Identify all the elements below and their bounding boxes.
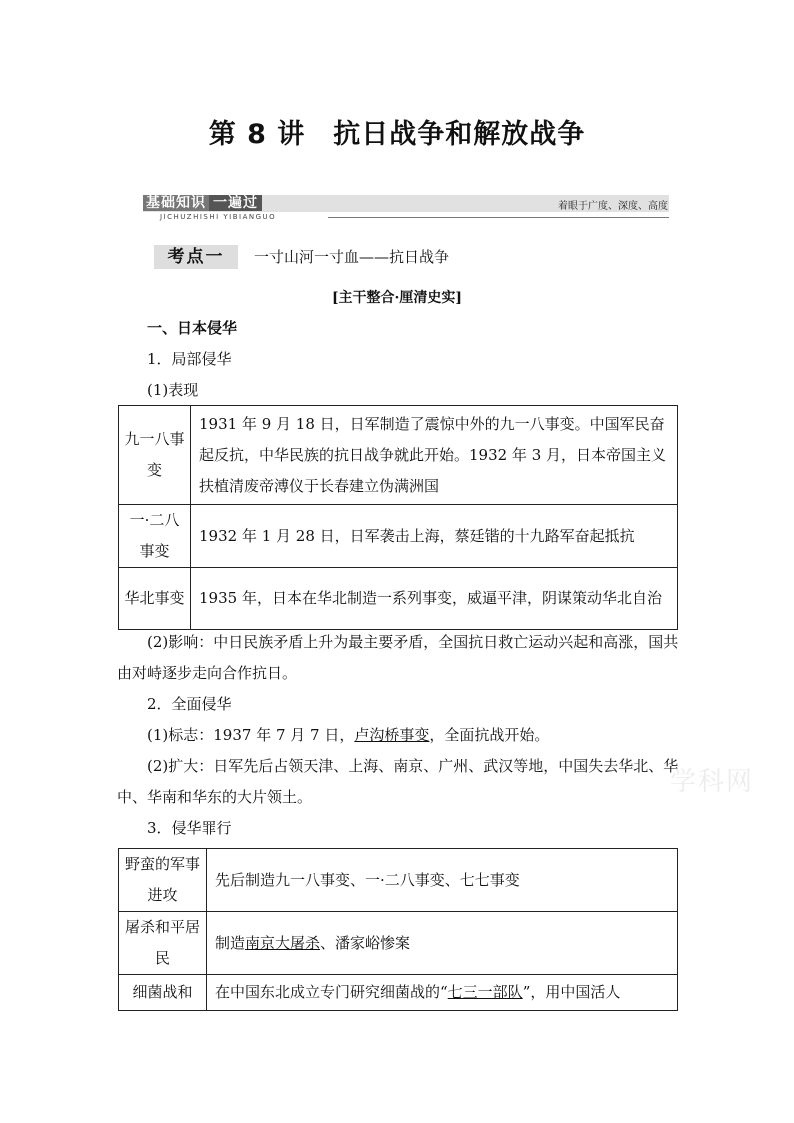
table-row — [119, 975, 678, 1011]
crime-desc-pre: 在中国东北成立专门研究细菌战的“ — [215, 983, 448, 1001]
marker-paragraph — [147, 720, 549, 751]
section-tag: [主干整合·厘清史实] — [331, 290, 463, 306]
event-desc: 1931 年 9 月 18 日，日军制造了震惊中外的九一八事变。中国军民奋起反抗，中华民族的抗日战争就此开始。1932 年 3 月，日本帝国主义扶植清废帝溥仪于长春建立伪满洲国 — [191, 406, 678, 505]
crime-desc-post: ”，用中国活人 — [522, 983, 621, 1001]
banner-tagline: 着眼于广度、深度、高度 — [558, 201, 668, 212]
heading-performance: (1)表现 — [147, 381, 199, 399]
heading-full-invasion: 2．全面侵华 — [147, 695, 232, 713]
crimes-table — [118, 848, 678, 1011]
crime-name: 野蛮的军事进攻 — [119, 849, 207, 912]
event-name: 一·二八事变 — [119, 505, 191, 568]
crime-desc — [207, 912, 678, 975]
page-title: 第 8 讲 抗日战争和解放战争 — [208, 119, 586, 150]
crime-desc-underlined: 七三一部队 — [447, 983, 523, 1001]
events-table — [118, 405, 678, 630]
banner-label-sub: 一遍过 — [209, 195, 262, 211]
crime-desc — [207, 975, 678, 1011]
event-name: 华北事变 — [119, 568, 191, 630]
crime-desc-pre: 制造 — [215, 933, 246, 952]
kaodian-title: 一寸山河一寸血——抗日战争 — [254, 248, 450, 266]
crime-desc-underlined: 南京大屠杀 — [245, 933, 321, 952]
table-row — [119, 849, 678, 912]
marker-text-post: ，全面抗战开始。 — [429, 726, 550, 744]
crime-name: 细菌战和 — [119, 975, 207, 1011]
table-row — [119, 406, 678, 505]
kaodian-badge: 考点一 — [154, 245, 238, 269]
influence-paragraph: (2)影响：中日民族矛盾上升为最主要矛盾，全国抗日救亡运动兴起和高涨，国共由对峙逐步走向合作抗日。 — [117, 633, 679, 682]
heading-crimes: 3．侵华罪行 — [147, 819, 232, 837]
heading-local-invasion: 1．局部侵华 — [147, 350, 232, 368]
table-row — [119, 505, 678, 568]
crime-desc — [207, 849, 678, 912]
crime-desc-pre: 先后制造九一八事变、一·二八事变、七七事变 — [215, 870, 520, 889]
event-name: 九一八事变 — [119, 406, 191, 505]
event-desc: 1932 年 1 月 28 日，日军袭击上海，蔡廷锴的十九路军奋起抵抗 — [191, 505, 678, 568]
table-row — [119, 912, 678, 975]
table-row — [119, 568, 678, 630]
marker-text-pre: (1)标志：1937 年 7 月 7 日， — [147, 726, 355, 744]
watermark: 学科网 — [669, 767, 754, 797]
banner-label-main: 基础知识 — [143, 195, 209, 211]
section-banner-label — [143, 194, 262, 213]
banner-pinyin: JICHUZHISHI YIBIANGUO — [160, 213, 277, 221]
banner-divider — [328, 217, 669, 218]
crime-name: 屠杀和平居民 — [119, 912, 207, 975]
crime-desc-post: 、潘家峪惨案 — [320, 933, 411, 952]
event-desc: 1935 年，日本在华北制造一系列事变，威逼平津，阴谋策动华北自治 — [191, 568, 678, 630]
marker-underlined-term: 卢沟桥事变 — [354, 726, 430, 744]
heading-japan-invasion: 一、日本侵华 — [147, 319, 238, 337]
expansion-paragraph: (2)扩大：日军先后占领天津、上海、南京、广州、武汉等地，中国失去华北、华中、华南和华东的大片领土。 — [117, 757, 679, 806]
